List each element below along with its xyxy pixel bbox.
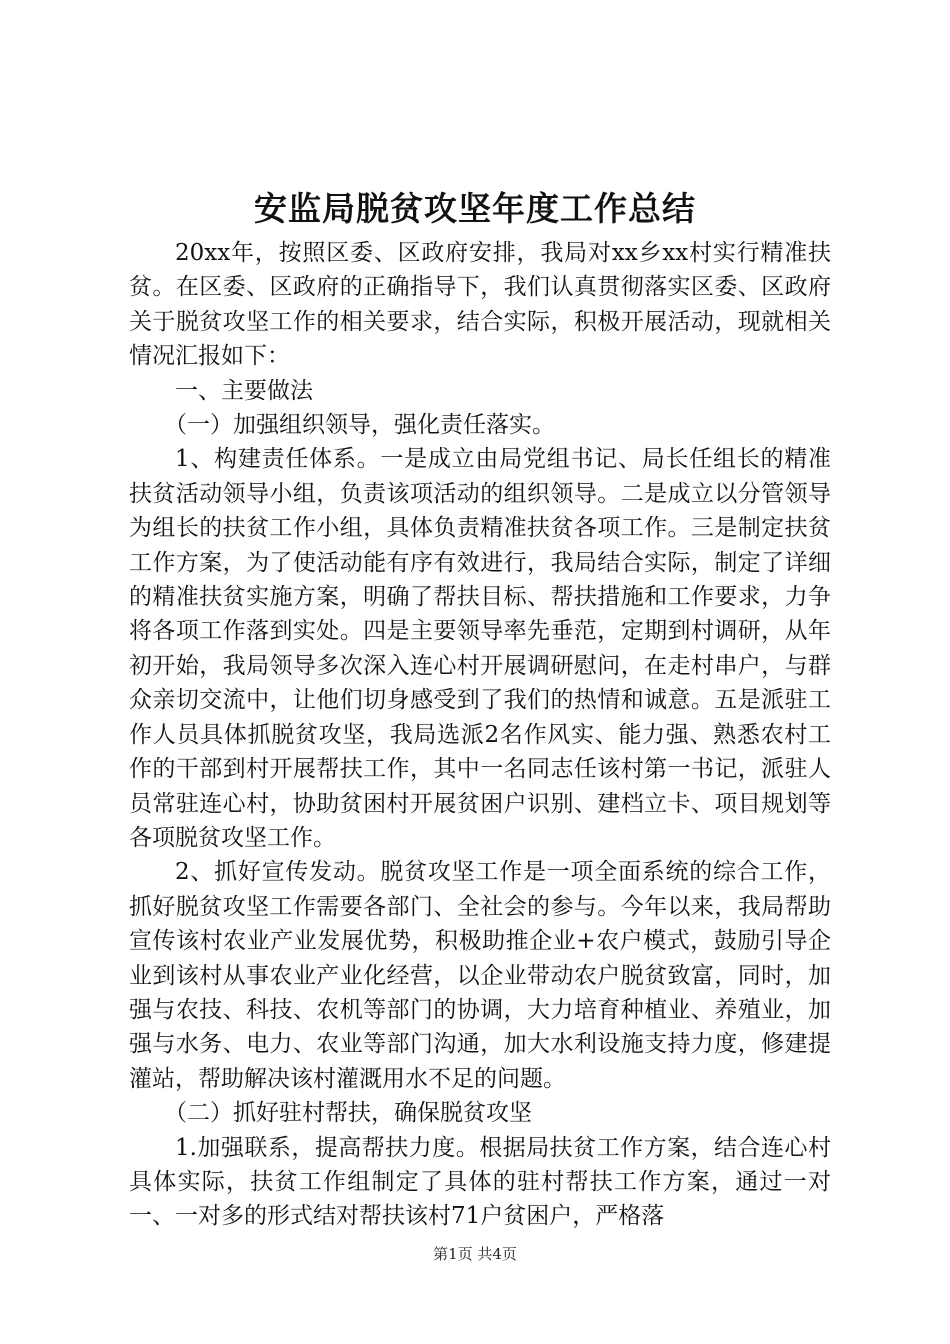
paragraph-intro: 20xx年，按照区委、区政府安排，我局对xx乡xx村实行精准扶贫。在区委、区政府的正确指导下，我们认真贯彻落实区委、区政府关于脱贫攻坚工作的相关要求，结合实际，积极开展活动，现就相关情况汇报如下： xyxy=(129,240,832,370)
paragraph-publicity: 2、抓好宣传发动。脱贫攻坚工作是一项全面系统的综合工作，抓好脱贫攻坚工作需要各部门、全社会的参与。今年以来，我局帮助宣传该村农业产业发展优势，积极助推企业+农户模式，鼓励引导企业到该村从事农业产业化经营，以企业带动农户脱贫致富，同时，加强与农技、科技、农机等部门的协调，大力培育种植业、养殖业，加强与水务、电力、农业等部门沟通，加大水利设施支持力度，修建提灌站，帮助解决该村灌溉用水不足的问题。 xyxy=(129,859,831,1092)
paragraph-responsibility-system: 1、构建责任体系。一是成立由局党组书记、局长任组长的精准扶贫活动领导小组，负责该项活动的组织领导。二是成立以分管领导为组长的扶贫工作小组，具体负责精准扶贫各项工作。三是制定扶贫工作方案，为了使活动能有序有效进行，我局结合实际，制定了详细的精准扶贫实施方案，明确了帮扶目标、帮扶措施和工作要求，力争将各项工作落到实处。四是主要领导率先垂范，定期到村调研，从年初开始，我局领导多次深入连心村开展调研慰问，在走村串户，与群众亲切交流中，让他们切身感受到了我们的热情和诚意。五是派驻工作人员具体抓脱贫攻坚，我局选派2名作风实、能力强、熟悉农村工作的干部到村开展帮扶工作，其中一名同志任该村第一书记，派驻人员常驻连心村，协助贫困村开展贫困户识别、建档立卡、项目规划等各项脱贫攻坚工作。 xyxy=(129,446,831,851)
document-body xyxy=(129,236,831,1234)
section-heading-main-practices: 一、主要做法 xyxy=(175,377,313,404)
document-title: 安监局脱贫攻坚年度工作总结 xyxy=(254,189,696,228)
paragraph-strengthen-contact: 1.加强联系，提高帮扶力度。根据局扶贫工作方案，结合连心村具体实际，扶贫工作组制定了具体的驻村帮扶工作方案，通过一对一、一对多的形式结对帮扶该村71户贫困户，严格落 xyxy=(129,1134,831,1230)
subsection-heading-1: （一）加强组织领导，强化责任落实。 xyxy=(164,412,555,439)
page-footer: 第1页 共4页 xyxy=(433,1245,517,1263)
subsection-heading-2: （二）抓好驻村帮扶，确保脱贫攻坚 xyxy=(164,1100,532,1127)
